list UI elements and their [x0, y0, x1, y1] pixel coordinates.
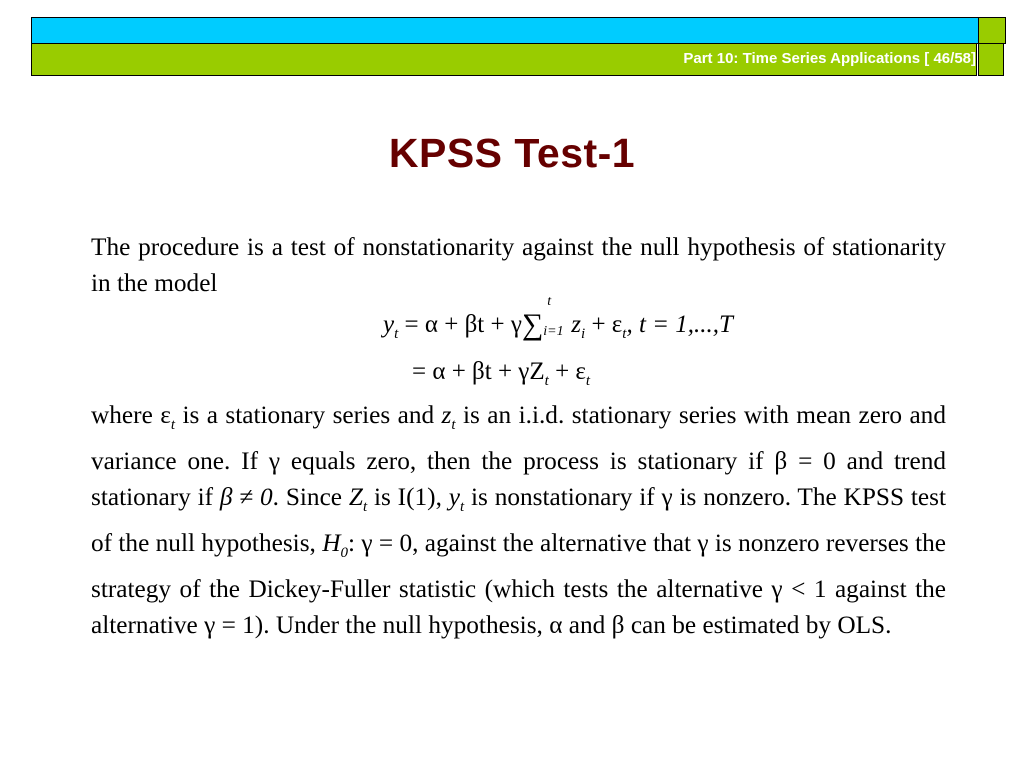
explanation-paragraph — [91, 397, 946, 643]
body-s1-sub: t — [170, 417, 176, 433]
sum-upper-limit: t — [547, 294, 552, 309]
intro-paragraph: The procedure is a test of nonstationarity against the null hypothesis of stationarity in the model — [91, 233, 946, 297]
body-H-var: H — [322, 529, 341, 557]
body-Z-var: Z — [348, 483, 363, 511]
model-equation-2 — [412, 358, 590, 390]
eq1-lhs-sub: t — [394, 326, 399, 342]
body-s4: . Since — [272, 483, 349, 511]
body-s5: is I(1), — [367, 483, 449, 511]
body-H-sub: 0 — [340, 545, 348, 561]
body-s6: is nonstationary if γ is nonzero. The KPSS test of the null hypothesis, — [91, 483, 946, 557]
eq2-epsilon-sub: t — [585, 373, 591, 389]
header-corner-square-main — [978, 43, 1004, 76]
body-beta-neq: β ≠ 0 — [219, 483, 273, 511]
eq1-epsilon: + ε — [591, 311, 623, 338]
eq1-epsilon-sub: t — [622, 326, 627, 342]
body-s2: is a stationary series and — [175, 401, 442, 429]
body-y-sub: t — [459, 499, 465, 515]
body-z-var: z — [441, 401, 452, 429]
eq2-epsilon: + ε — [555, 358, 586, 385]
eq1-z: z — [571, 311, 582, 338]
body-s1: where ε — [91, 401, 171, 429]
eq1-lhs: y — [383, 311, 395, 338]
summation-icon: ∑ — [521, 308, 544, 341]
body-z-sub: t — [451, 417, 456, 433]
body-Z-sub: t — [362, 499, 368, 515]
header-top-bar — [31, 17, 979, 44]
slide-breadcrumb: Part 10: Time Series Applications [ 46/58] — [683, 50, 976, 67]
eq1-z-sub: i — [581, 326, 586, 342]
summation-limits — [543, 294, 571, 339]
body-s7: : γ = 0, against the alternative that γ is nonzero reverses the strategy of the Dickey-Fuller statistic (which tests the alternative γ < 1 against the alternative γ = 1). Under the null hypothesis, α and β can be estimated by OLS. — [91, 529, 947, 639]
sum-lower-limit: i=1 — [543, 324, 564, 339]
body-s3: is an i.i.d. stationary series with mean zero and variance one. If γ equals zero, then the process is stationary if β = 0 and trend stationary if — [91, 401, 946, 511]
eq2-rhs: = α + βt + γZ — [412, 358, 545, 385]
body-y-var: y — [448, 483, 460, 511]
header-corner-square-top — [978, 17, 1006, 44]
model-equation-1 — [383, 294, 733, 343]
eq1-range: , t = 1,...,T — [626, 311, 733, 338]
eq1-rhs-start: = α + βt + γ — [404, 311, 522, 338]
slide-title: KPSS Test-1 — [388, 130, 636, 176]
eq2-rhs-sub: t — [544, 373, 549, 389]
